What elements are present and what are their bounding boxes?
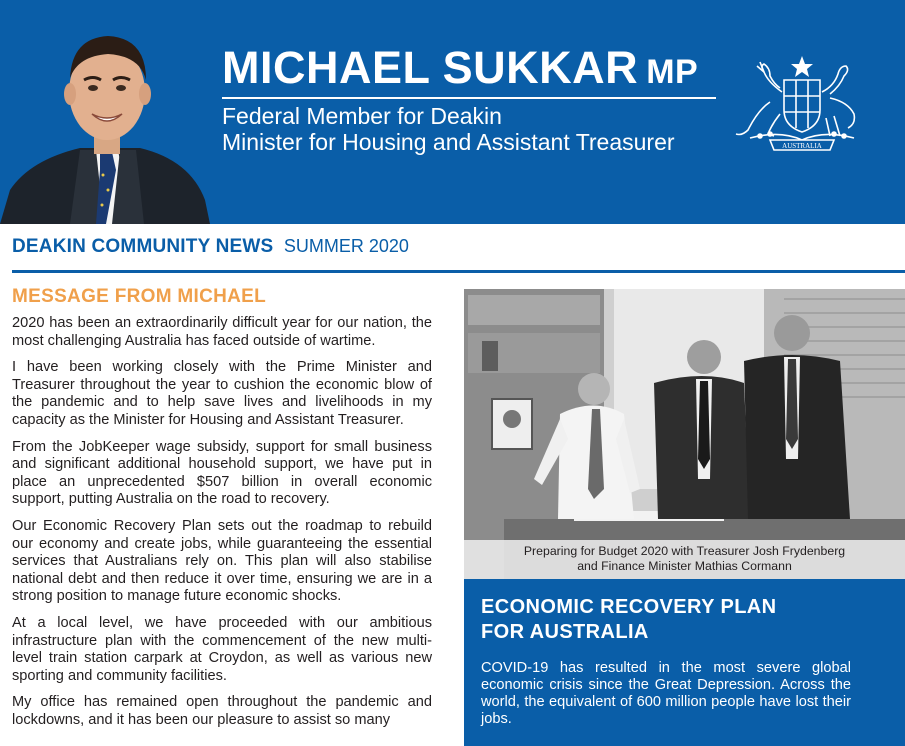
budget-photo-image xyxy=(464,289,905,579)
message-heading: MESSAGE FROM MICHAEL xyxy=(12,286,267,307)
message-paragraph: I have been working closely with the Prime Minister and Treasurer throughout the year to cushion the economic blow of the pandemic and to help save lives and livelihoods in my capacity as the Minister for Housing and Assistant Treasurer. xyxy=(12,359,432,428)
recovery-plan-text: COVID-19 has resulted in the most severe global economic crisis since the Great Depression. Across the world, the equivalent of 600 million people have lost their jobs. xyxy=(481,660,851,727)
photo-caption xyxy=(464,540,905,579)
recovery-plan-heading xyxy=(481,595,851,645)
message-paragraph: From the JobKeeper wage subsidy, support for small business and significant additional household support, we have put in place an unprecedented $507 billion in overall economic support, putting Australia on the road to recovery. xyxy=(12,438,432,508)
member-name xyxy=(222,42,698,98)
postnominal-text: MP xyxy=(646,53,699,91)
portrait-photo xyxy=(0,0,210,224)
recovery-plan-box xyxy=(464,579,905,746)
coat-of-arms-icon xyxy=(730,52,875,152)
message-paragraph: At a local level, we have proceeded with our ambitious infrastructure plan with the commencement of the new multi-level train station carpark at Croydon, as well as various new sporting and community facilities. xyxy=(12,614,432,684)
newsletter-title-bar xyxy=(12,236,409,262)
member-roles xyxy=(222,103,675,155)
name-text: MICHAEL SUKKAR xyxy=(222,42,639,93)
caption-line: Preparing for Budget 2020 with Treasurer Josh Frydenberg xyxy=(523,544,846,558)
role-line-electorate: Federal Member for Deakin xyxy=(222,103,502,129)
message-paragraph: 2020 has been an extraordinarily difficult year for our nation, the most challenging Australia has faced outside of wartime. xyxy=(12,315,432,349)
recovery-plan-title-line: ECONOMIC RECOVERY PLAN xyxy=(481,596,777,618)
message-paragraph: Our Economic Recovery Plan sets out the roadmap to rebuild our economy and create jobs, while guaranteeing the essential services that Australians rely on. This plan will also stabilise national debt and then reduce it over time, ensuring we are in a strong position to manage future economic shocks. xyxy=(12,517,432,605)
name-divider xyxy=(222,97,716,99)
role-line-ministry: Minister for Housing and Assistant Treasurer xyxy=(222,129,675,155)
newsletter-title: DEAKIN COMMUNITY NEWS xyxy=(12,236,274,257)
header-banner xyxy=(0,0,905,224)
budget-photo xyxy=(464,289,905,579)
crest-scroll-text: AUSTRALIA xyxy=(782,142,822,150)
newsletter-divider xyxy=(12,270,905,273)
message-column xyxy=(12,286,432,738)
recovery-plan-title-line: FOR AUSTRALIA xyxy=(481,621,649,643)
message-paragraph: My office has remained open throughout the pandemic and lockdowns, and it has been our pleasure to assist so many xyxy=(12,694,432,728)
caption-line: and Finance Minister Mathias Cormann xyxy=(577,559,792,573)
newsletter-season: SUMMER 2020 xyxy=(283,236,409,256)
